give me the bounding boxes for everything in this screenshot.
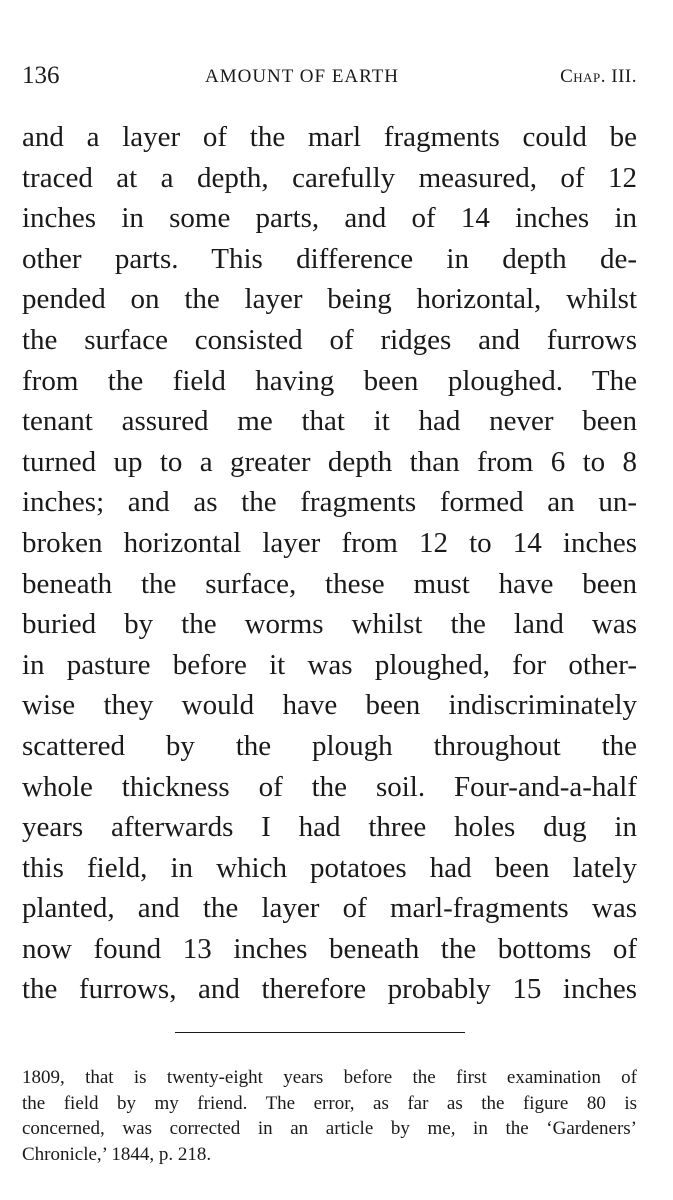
footnote-divider	[175, 1032, 465, 1033]
text-line: this field, in which potatoes had been lately	[22, 851, 637, 884]
text-line: the surface consisted of ridges and furrows	[22, 323, 637, 356]
body-paragraph	[22, 117, 637, 1010]
text-line: other parts. This difference in depth de-	[22, 242, 637, 275]
text-line: wise they would have been indiscriminately	[22, 689, 637, 722]
text-line: tenant assured me that it had never been	[22, 405, 637, 438]
text-line: the furrows, and therefore probably 15 inches	[22, 973, 637, 1006]
footnote-line: 1809, that is twenty-eight years before the first examination of	[22, 1067, 637, 1088]
text-line: and a layer of the marl fragments could be	[22, 121, 637, 153]
page-number: 136	[22, 62, 60, 89]
running-head	[22, 62, 637, 90]
text-line: scattered by the plough throughout the	[22, 729, 637, 762]
footnote-line: Chronicle,’ 1844, p. 218.	[22, 1143, 212, 1165]
text-line: pended on the layer being horizontal, whilst	[22, 283, 637, 316]
text-line: traced at a depth, carefully measured, of 12	[22, 161, 637, 194]
text-line: turned up to a greater depth than from 6 to 8	[22, 445, 637, 478]
running-title: AMOUNT OF EARTH	[205, 66, 400, 87]
footnote	[22, 1065, 637, 1167]
footnote-line: the field by my friend. The error, as far as the figure 80 is	[22, 1092, 637, 1114]
text-line: now found 13 inches beneath the bottoms of	[22, 932, 637, 965]
chapter-label: Chap. III.	[560, 66, 637, 87]
text-line: beneath the surface, these must have been	[22, 567, 637, 600]
text-line: from the field having been ploughed. The	[22, 364, 637, 397]
text-line: in pasture before it was ploughed, for other-	[22, 648, 637, 681]
text-line: years afterwards I had three holes dug in	[22, 811, 637, 844]
text-line: broken horizontal layer from 12 to 14 inches	[22, 526, 637, 559]
text-line: buried by the worms whilst the land was	[22, 608, 637, 641]
text-line: inches in some parts, and of 14 inches in	[22, 202, 637, 235]
text-line: inches; and as the fragments formed an un-	[22, 486, 637, 519]
text-line: whole thickness of the soil. Four-and-a-half	[22, 770, 637, 803]
text-line: planted, and the layer of marl-fragments was	[22, 892, 637, 925]
footnote-line: concerned, was corrected in an article by me, in the ‘Gardeners’	[22, 1118, 637, 1139]
